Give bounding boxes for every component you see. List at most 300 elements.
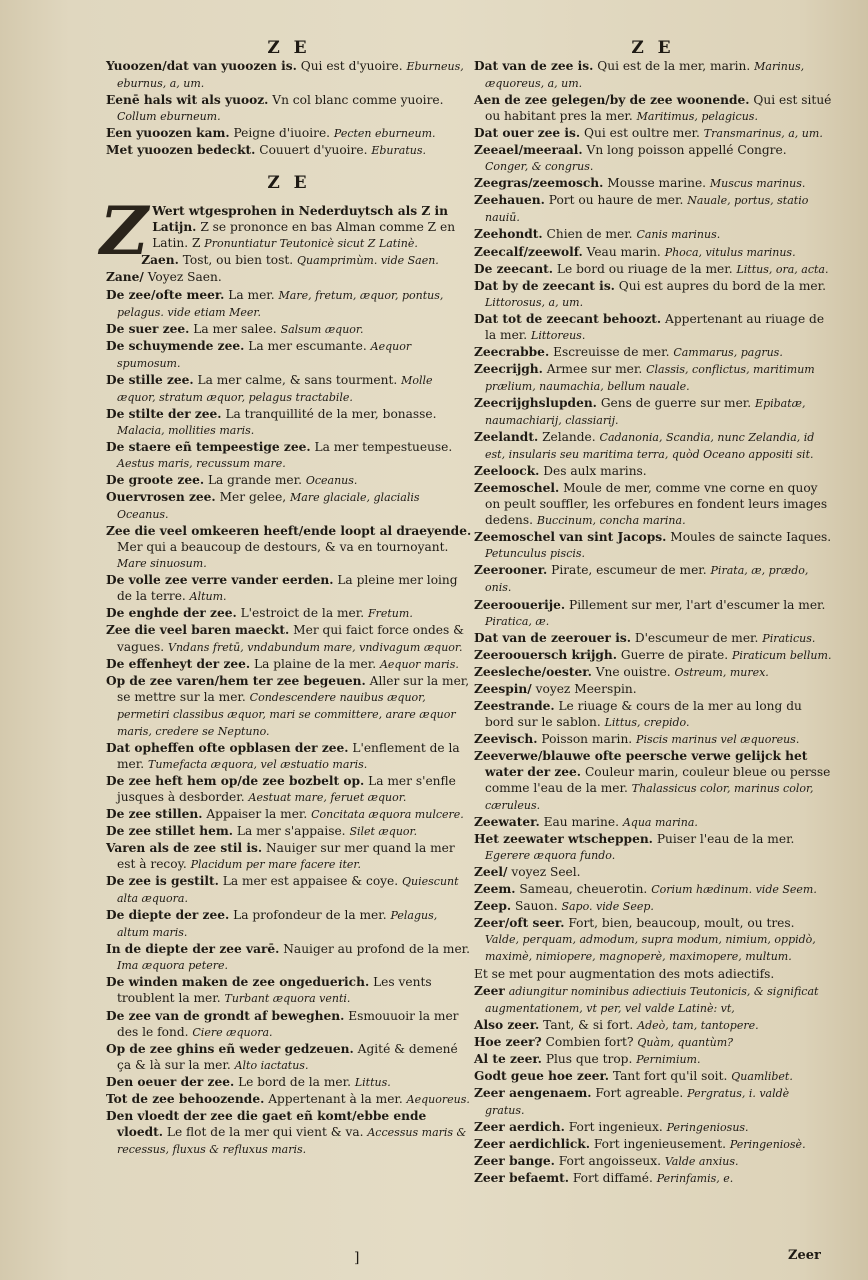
entry-headword: Den oeuer der zee.	[106, 1074, 235, 1089]
entry-headword: Dat by de zeecant is.	[474, 278, 615, 293]
entry-definition: Qui est situé ou habitant pres la mer.	[485, 93, 832, 124]
entry-headword: Al te zeer.	[474, 1051, 542, 1066]
entry-definition: Couuert d'yuoire.	[259, 143, 368, 158]
entry-latin: Marinus, æquoreus, a, um.	[485, 60, 805, 91]
entry-definition: Mousse marine.	[607, 176, 707, 191]
left-entries	[106, 252, 472, 1158]
entry-headword: Hoe zeer?	[474, 1034, 542, 1049]
entry-headword: Op de zee ghins eñ weder gedzeuen.	[106, 1041, 354, 1056]
right-column	[474, 38, 832, 1187]
entry-headword: Zeecalf/zeewolf.	[474, 244, 583, 259]
dictionary-entry	[106, 1108, 472, 1158]
entry-headword: In de diepte der zee varē.	[106, 942, 280, 957]
entry-definition: La mer calme, & sans tourment.	[197, 372, 398, 387]
entry-headword: De zee is gestilt.	[106, 874, 219, 889]
entry-headword: Dat opheffen ofte opblasen der zee.	[106, 740, 349, 755]
entry-headword: Met yuoozen bedeckt.	[106, 143, 256, 158]
entry-headword: Tot de zee behoozende.	[106, 1091, 265, 1106]
entry-definition: Nauiger sur mer quand la mer est à recoy.	[117, 841, 455, 872]
entry-latin: Mare, fretum, æquor, pontus, pelagus. vide etiam Meer.	[117, 288, 444, 319]
entry-latin: Placidum per mare facere iter.	[190, 858, 361, 872]
entry-headword: Zeelandt.	[474, 430, 539, 445]
entry-definition: La mer tempestueuse.	[314, 439, 453, 454]
dictionary-entry	[106, 1041, 472, 1074]
dictionary-entry	[474, 192, 832, 226]
entry-definition: Fort, bien, beaucoup, moult, ou tres.	[568, 916, 795, 931]
entry-definition: Fort ingenieusement.	[593, 1137, 726, 1151]
entry-headword: De zee/ofte meer.	[106, 287, 225, 302]
entry-definition: Veau marin.	[586, 244, 661, 259]
entry-definition: Combien fort?	[545, 1034, 634, 1049]
entry-latin: Muscus marinus.	[709, 177, 806, 191]
entry-headword: Een yuoozen kam.	[106, 126, 230, 141]
entry-latin: Aestus maris, recussum mare.	[117, 456, 286, 470]
entry-headword: De zeecant.	[474, 261, 554, 276]
entry-headword: Zeestrande.	[474, 698, 555, 713]
entry-latin: Perinfamis, e.	[656, 1172, 734, 1186]
dictionary-entry	[474, 244, 832, 261]
dictionary-entry	[106, 673, 472, 740]
entry-latin: Littorosus, a, um.	[485, 295, 584, 309]
entry-latin: Fretum.	[367, 607, 413, 621]
entry-definition: Agité & demené ça & là sur la mer.	[117, 1041, 458, 1072]
dictionary-entry	[106, 622, 472, 655]
entry-latin: Mare glaciale, glacialis Oceanus.	[117, 491, 420, 522]
entry-headword: Zee die veel omkeeren heeft/ende loopt al draeyende.	[106, 524, 472, 539]
dictionary-entry	[474, 681, 832, 698]
entry-latin: Accessus maris & recessus, fluxus & refluxus maris.	[117, 1125, 467, 1156]
entry-definition: Tost, ou bien tost.	[182, 253, 294, 268]
dictionary-entry	[474, 142, 832, 175]
entry-latin: Piratica, æ.	[485, 614, 550, 628]
entry-headword: De stille zee.	[106, 372, 194, 387]
entry-headword: De effenheyt der zee.	[106, 656, 251, 671]
intro-latin: Pronuntiatur Teutonicè sicut Z Latinè.	[204, 237, 418, 251]
entry-headword: De diepte der zee.	[106, 908, 230, 923]
entry-headword: Zeecrijghslupden.	[474, 395, 597, 410]
entry-definition: Guerre de pirate.	[620, 647, 729, 662]
entry-latin: Malacia, mollities maris.	[117, 423, 255, 437]
entry-definition: Moule de mer, comme vne corne en quoy on peult souffler, les orfebures en fondent leurs images dedens.	[485, 481, 828, 528]
entry-headword: Zeeloock.	[474, 464, 540, 479]
entry-latin: Aequoreus.	[406, 1092, 470, 1106]
dictionary-entry	[474, 1068, 832, 1085]
dictionary-entry	[474, 1017, 832, 1034]
entry-headword: Zeewater.	[474, 815, 540, 830]
entry-definition: Fort ingenieux.	[568, 1119, 663, 1134]
dictionary-entry	[474, 983, 832, 1017]
entry-headword: Zeer aerdich.	[474, 1119, 565, 1134]
dictionary-entry	[106, 840, 472, 873]
entry-definition: Fort agreable.	[595, 1085, 684, 1100]
dictionary-entry	[474, 361, 832, 395]
dictionary-entry	[474, 562, 832, 596]
entry-latin: Quamprimùm. vide Saen.	[296, 254, 439, 268]
entry-latin: Littus, ora, acta.	[736, 262, 829, 276]
entry-headword: Dat van de zeerouer is.	[474, 630, 631, 645]
entry-definition: Puiser l'eau de la mer.	[656, 832, 795, 847]
entry-headword: Dat tot de zeecant behoozt.	[474, 311, 662, 326]
entry-latin: Altum.	[189, 590, 227, 604]
dictionary-entry	[474, 226, 832, 243]
entry-latin: Mare sinuosum.	[117, 557, 207, 571]
entry-latin: Peringeniosè.	[729, 1138, 806, 1151]
entry-headword: Zeep.	[474, 899, 512, 914]
dictionary-entry	[106, 372, 472, 406]
dictionary-entry	[106, 269, 472, 286]
entry-headword: Zeer aengenaem.	[474, 1085, 592, 1100]
dictionary-entry	[474, 1136, 832, 1153]
folio-mark: ]	[354, 1250, 360, 1266]
entry-definition: Escreuisse de mer.	[553, 344, 670, 359]
entry-latin: Quiescunt alta æquora.	[117, 875, 459, 906]
dictionary-entry	[474, 698, 832, 731]
dictionary-entry	[106, 58, 472, 92]
dictionary-entry	[474, 344, 832, 361]
entry-latin: Buccinum, concha marina.	[536, 514, 686, 528]
entry-latin: Classis, conflictus, maritimum prælium, naumachia, bellum nauale.	[485, 362, 815, 393]
dictionary-entry	[106, 656, 472, 673]
initial-letter: Z	[100, 192, 149, 271]
entry-headword: De stilte der zee.	[106, 406, 222, 421]
entry-definition: Le flot de la mer qui vient & va.	[166, 1124, 364, 1139]
entry-definition: La mer escumante.	[248, 338, 367, 353]
entry-latin: Pernimium.	[636, 1052, 701, 1066]
entry-headword: Varen als de zee stil is.	[106, 841, 263, 856]
dictionary-entry	[474, 647, 832, 664]
entry-latin: Aqua marina.	[622, 816, 698, 830]
entry-latin: Pecten eburneum.	[333, 127, 436, 141]
entry-headword: Zeehondt.	[474, 227, 543, 242]
entry-definition: Vne ouistre.	[595, 664, 671, 679]
entry-latin: Pergratus, i. valdè gratus.	[485, 1086, 790, 1117]
entry-headword: Also zeer.	[474, 1017, 540, 1032]
entry-definition: Moules de saincte Iaques.	[670, 530, 832, 545]
entry-definition: Sauon.	[515, 899, 558, 914]
entry-headword: Zeecrabbe.	[474, 344, 550, 359]
section-head: Z E	[267, 173, 311, 194]
entry-definition: voyez Seel.	[511, 865, 581, 880]
entry-headword: Zeerooner.	[474, 563, 548, 578]
entry-definition: La mer s'enfle jusques à desborder.	[117, 773, 456, 804]
left-running-head: Z E	[267, 38, 311, 58]
entry-definition: Qui est oultre mer.	[584, 126, 700, 141]
entry-headword: Zeecrijgh.	[474, 361, 543, 376]
entry-headword: Zane/	[106, 270, 144, 285]
entry-headword: Dat van de zee is.	[474, 59, 594, 73]
entry-latin: Canis marinus.	[636, 228, 721, 242]
entry-latin: Corium hædinum. vide Seem.	[651, 883, 817, 897]
entry-latin: Alto iactatus.	[234, 1058, 309, 1072]
entry-definition: La profondeur de la mer.	[233, 908, 387, 923]
entry-definition: Tant fort qu'il soit.	[612, 1068, 728, 1083]
dictionary-entry	[106, 873, 472, 907]
entry-latin: Pelagus, altum maris.	[117, 909, 438, 940]
entry-latin: Aequor maris.	[379, 657, 459, 671]
entry-latin: Phoca, vitulus marinus.	[664, 245, 796, 259]
entry-latin: Valde, perquam, admodum, supra modum, nimium, oppidò, maximè, nimiopere, magnoperè, maximopere, multum.	[485, 933, 816, 964]
dictionary-entry	[106, 472, 472, 489]
entry-headword: De suer zee.	[106, 321, 190, 336]
entry-definition: Qui est d'yuoire.	[300, 59, 403, 73]
entry-definition: Appertenant au riuage de la mer.	[485, 311, 825, 342]
entry-latin: Oceanus.	[305, 474, 358, 488]
entry-headword: De enghde der zee.	[106, 606, 237, 621]
entry-definition: Qui est aupres du bord de la mer.	[618, 278, 826, 293]
dictionary-entry	[474, 261, 832, 278]
entry-headword: Zeehauen.	[474, 193, 545, 208]
entry-headword: Zeel/	[474, 865, 508, 880]
dictionary-entry	[474, 1051, 832, 1068]
entry-definition: La tranquillité de la mer, bonasse.	[225, 406, 437, 421]
entry-headword: Zeer	[474, 983, 505, 998]
entry-latin: Nauale, portus, statio nauiū.	[485, 194, 809, 225]
entry-latin: adiungitur nominibus adiectiuis Teutonicis, & significat augmentationem, vt per, vel valde Latinè: vt,	[485, 984, 819, 1015]
entry-definition: Vn long poisson appellé Congre.	[586, 143, 787, 158]
entry-latin: Littoreus.	[531, 328, 586, 342]
entry-definition: Voyez Saen.	[147, 270, 222, 285]
dictionary-entry	[106, 1008, 472, 1041]
right-entries	[474, 58, 832, 1187]
entry-headword: De groote zee.	[106, 473, 205, 488]
entry-definition: Mer gelee,	[219, 490, 287, 505]
dictionary-entry	[474, 966, 832, 983]
entry-latin: Petunculus piscis.	[485, 547, 586, 561]
entry-definition: Armee sur mer.	[546, 361, 643, 376]
entry-definition: Gens de guerre sur mer.	[600, 395, 752, 410]
entry-definition: Mer qui a beaucoup de destours, & va en tournoyant.	[117, 540, 449, 555]
dictionary-entry	[106, 338, 472, 372]
entry-definition: Les vents troublent la mer.	[117, 975, 432, 1006]
dictionary-entry	[474, 831, 832, 864]
entry-latin: Adeò, tam, tantopere.	[637, 1018, 759, 1032]
entry-headword: De schuymende zee.	[106, 338, 245, 353]
dictionary-entry	[106, 489, 472, 523]
entry-headword: Zeem.	[474, 882, 516, 897]
entry-latin: Molle æquor, stratum æquor, pelagus tractabile.	[117, 373, 433, 404]
dictionary-entry	[474, 814, 832, 831]
dictionary-entry	[106, 1074, 472, 1091]
entry-headword: Den vloedt der zee die gaet eñ komt/ebbe ende vloedt.	[106, 1108, 427, 1139]
dictionary-entry	[474, 480, 832, 529]
entry-definition: L'estroict de la mer.	[240, 606, 365, 621]
dictionary-entry	[474, 864, 832, 881]
entry-headword: Zeemoschel van sint Jacops.	[474, 530, 667, 545]
entry-headword: De staere eñ tempeestige zee.	[106, 439, 311, 454]
entry-definition: Le bord ou riuage de la mer.	[556, 261, 733, 276]
dictionary-entry	[474, 429, 832, 463]
dictionary-entry	[106, 287, 472, 321]
entry-latin: Egerere æquora fundo.	[485, 849, 616, 863]
entry-headword: Yuoozen/dat van yuoozen is.	[106, 59, 297, 73]
entry-headword: Op de zee varen/hem ter zee begeuen.	[106, 673, 366, 688]
entry-headword: Het zeewater wtscheppen.	[474, 832, 653, 847]
entry-definition: Le riuage & cours de la mer au long du bord sur le sablon.	[485, 698, 802, 729]
dictionary-entry	[474, 278, 832, 311]
dictionary-entry	[474, 529, 832, 562]
dictionary-entry	[106, 773, 472, 806]
entry-latin: Silet æquor.	[349, 825, 418, 839]
entry-headword: De volle zee verre vander eerden.	[106, 573, 334, 588]
entry-definition: Couleur marin, couleur bleue ou persse comme l'eau de la mer.	[485, 764, 831, 796]
catchword: Zeer	[788, 1248, 821, 1263]
entry-definition: Eau marine.	[543, 815, 619, 830]
entry-definition: Nauiger au profond de la mer.	[283, 942, 471, 957]
entry-headword: Dat ouer zee is.	[474, 126, 581, 141]
entry-definition: La mer est appaisee & coye.	[222, 874, 399, 889]
entry-headword: Godt geue hoe zeer.	[474, 1068, 610, 1083]
entry-latin: Tumefacta æquora, vel æstuatio maris.	[148, 757, 368, 771]
entry-headword: Aen de zee gelegen/by de zee woonende.	[474, 93, 750, 108]
entry-latin: Vndans fretū, vndabundum mare, vndivagum æquor.	[168, 640, 463, 654]
entry-definition: Mer qui faict force ondes & vagues.	[117, 623, 464, 654]
entry-headword: De winden maken de zee ongeduerich.	[106, 975, 370, 990]
entry-headword: Eenē hals wit als yuooz.	[106, 93, 269, 108]
entry-latin: Collum eburneum.	[117, 110, 221, 124]
entry-latin: Ima æquora petere.	[117, 959, 228, 973]
entry-headword: Zeeroouerije.	[474, 597, 566, 612]
dictionary-entry	[474, 311, 832, 344]
entry-headword: Zeesleche/oester.	[474, 664, 592, 679]
dictionary-entry	[106, 806, 472, 823]
entry-headword: Zeegras/zeemosch.	[474, 176, 604, 191]
entry-latin: Epibatæ, naumachiarij, classiarij.	[485, 396, 806, 427]
dictionary-entry	[474, 125, 832, 142]
entry-latin: Piraticus.	[762, 631, 816, 645]
entry-definition: Le bord de la mer.	[238, 1074, 351, 1089]
dictionary-entry	[474, 1119, 832, 1136]
entry-latin: Concitata æquora mulcere.	[311, 807, 464, 821]
entry-definition: Fort angoisseux.	[558, 1154, 661, 1169]
entry-latin: Piscis marinus vel æquoreus.	[636, 732, 800, 746]
entry-headword: Zeeael/meeraal.	[474, 143, 583, 158]
entry-definition: La plaine de la mer.	[254, 656, 377, 671]
dictionary-entry	[474, 1170, 832, 1187]
entry-latin: Aequor spumosum.	[117, 339, 412, 370]
entry-latin: Conger, & congrus.	[485, 160, 594, 174]
entry-definition: Pillement sur mer, l'art d'escumer la mer.	[569, 597, 826, 612]
entry-definition: Port ou haure de mer.	[548, 193, 684, 208]
entry-latin: Piraticum bellum.	[732, 648, 832, 662]
entry-definition: Poisson marin.	[541, 731, 633, 746]
dictionary-entry	[106, 941, 472, 974]
entry-headword: Zeer/oft seer.	[474, 916, 565, 931]
entry-headword: De zee stillet hem.	[106, 824, 233, 839]
entry-definition: Aller sur la mer, se mettre sur la mer.	[117, 673, 470, 704]
entry-latin: Littus.	[354, 1075, 391, 1089]
entry-headword: Zeer bange.	[474, 1154, 555, 1169]
dictionary-entry	[474, 597, 832, 630]
dictionary-entry	[106, 439, 472, 472]
dictionary-entry	[106, 142, 472, 159]
entry-headword: Zeer aerdichlick.	[474, 1137, 590, 1151]
dictionary-entry	[474, 92, 832, 125]
intro-headword: Wert wtgesprohen in Nederduytsch als Z in Latijn.	[152, 204, 449, 235]
dictionary-entry	[106, 605, 472, 622]
entry-definition: L'enflement de la mer.	[117, 740, 460, 771]
intro-text: Z se prononce en bas Alman comme Z en Latin. Z	[152, 220, 456, 251]
entry-definition: Sameau, cheuerotin.	[519, 882, 648, 897]
entry-definition: Tant, & si fort.	[543, 1017, 634, 1032]
left-top-entries	[106, 58, 472, 159]
entry-latin: Thalassicus color, marinus color, cæruleus.	[485, 782, 814, 813]
dictionary-entry	[474, 175, 832, 192]
entry-headword: Zee die veel baren maeckt.	[106, 623, 290, 638]
dictionary-entry	[106, 252, 472, 269]
dictionary-entry	[474, 898, 832, 915]
entry-latin: Cadanonia, Scandia, nunc Zelandia, id est, insularis seu maritima terra, quòd Oceano appositi sit.	[485, 431, 815, 462]
entry-headword: Zeemoschel.	[474, 481, 560, 496]
entry-definition: La mer.	[228, 287, 275, 302]
entry-headword: Zeeverwe/blauwe ofte peersche verwe gelijck het water der zee.	[474, 748, 808, 779]
left-column	[100, 38, 472, 1158]
dictionary-entry	[106, 406, 472, 439]
dictionary-entry	[106, 92, 472, 125]
entry-definition: Plus que trop.	[545, 1051, 633, 1066]
entry-headword: Ouervrosen zee.	[106, 490, 216, 505]
dictionary-entry	[474, 58, 832, 92]
entry-headword: Zeer befaemt.	[474, 1171, 570, 1186]
entry-latin: Salsum æquor.	[280, 322, 364, 336]
entry-latin: Quamlibet.	[731, 1069, 793, 1083]
entry-definition: Des aulx marins.	[543, 464, 647, 479]
entry-definition: Vn col blanc comme yuoire.	[272, 93, 444, 108]
entry-definition: Esmouuoir la mer des le fond.	[117, 1008, 459, 1039]
entry-headword: Zeevisch.	[474, 731, 538, 746]
dictionary-entry	[106, 523, 472, 572]
dictionary-entry	[106, 1091, 472, 1108]
entry-latin: Sapo. vide Seep.	[561, 900, 654, 914]
dictionary-entry	[106, 572, 472, 605]
entry-definition: Fort diffamé.	[572, 1171, 653, 1186]
dictionary-entry	[474, 395, 832, 429]
dictionary-entry	[474, 748, 832, 814]
entry-latin: Maritimus, pelagicus.	[636, 110, 758, 124]
dictionary-entry	[474, 463, 832, 480]
entry-latin: Eburneus, eburnus, a, um.	[117, 60, 464, 91]
entry-headword: Zaen.	[141, 253, 179, 268]
entry-definition: La mer salee.	[193, 321, 277, 336]
entry-definition: La pleine mer loing de la terre.	[117, 573, 458, 604]
entry-latin: Condescendere nauibus æquor, permetiri classibus æquor, mari se committere, arare æquor maris, credere se Neptuno.	[117, 690, 456, 738]
entry-latin: Ostreum, murex.	[674, 665, 769, 679]
dictionary-entry	[474, 664, 832, 681]
entry-headword: Zeeroouersch krijgh.	[474, 647, 618, 662]
entry-latin: Cammarus, pagrus.	[673, 345, 783, 359]
entry-latin: Valde anxius.	[664, 1155, 739, 1169]
right-running-head: Z E	[631, 38, 675, 58]
dictionary-entry	[474, 1153, 832, 1170]
dictionary-entry	[474, 1085, 832, 1119]
dictionary-entry	[474, 731, 832, 748]
entry-definition: La mer s'appaise.	[236, 824, 346, 839]
entry-latin: Quàm, quantùm?	[637, 1035, 734, 1049]
entry-headword: De zee stillen.	[106, 806, 203, 821]
entry-definition: D'escumeur de mer.	[634, 630, 759, 645]
dictionary-entry	[106, 974, 472, 1007]
entry-latin: Transmarinus, a, um.	[703, 127, 823, 141]
entry-definition: Appertenant à la mer.	[268, 1091, 403, 1106]
entry-headword: De zee heft hem op/de zee bozbelt op.	[106, 773, 365, 788]
entry-latin: Pirata, æ, prædo, onis.	[485, 564, 809, 595]
entry-definition: Qui est de la mer, marin.	[597, 59, 751, 73]
dictionary-entry	[474, 630, 832, 647]
entry-latin: Turbant æquora venti.	[224, 992, 351, 1006]
entry-latin: Ciere æquora.	[192, 1025, 273, 1039]
entry-definition: Zelande.	[542, 430, 596, 445]
entry-headword: Zeespin/	[474, 681, 532, 696]
entry-headword: De zee van de grondt af beweghen.	[106, 1008, 345, 1023]
